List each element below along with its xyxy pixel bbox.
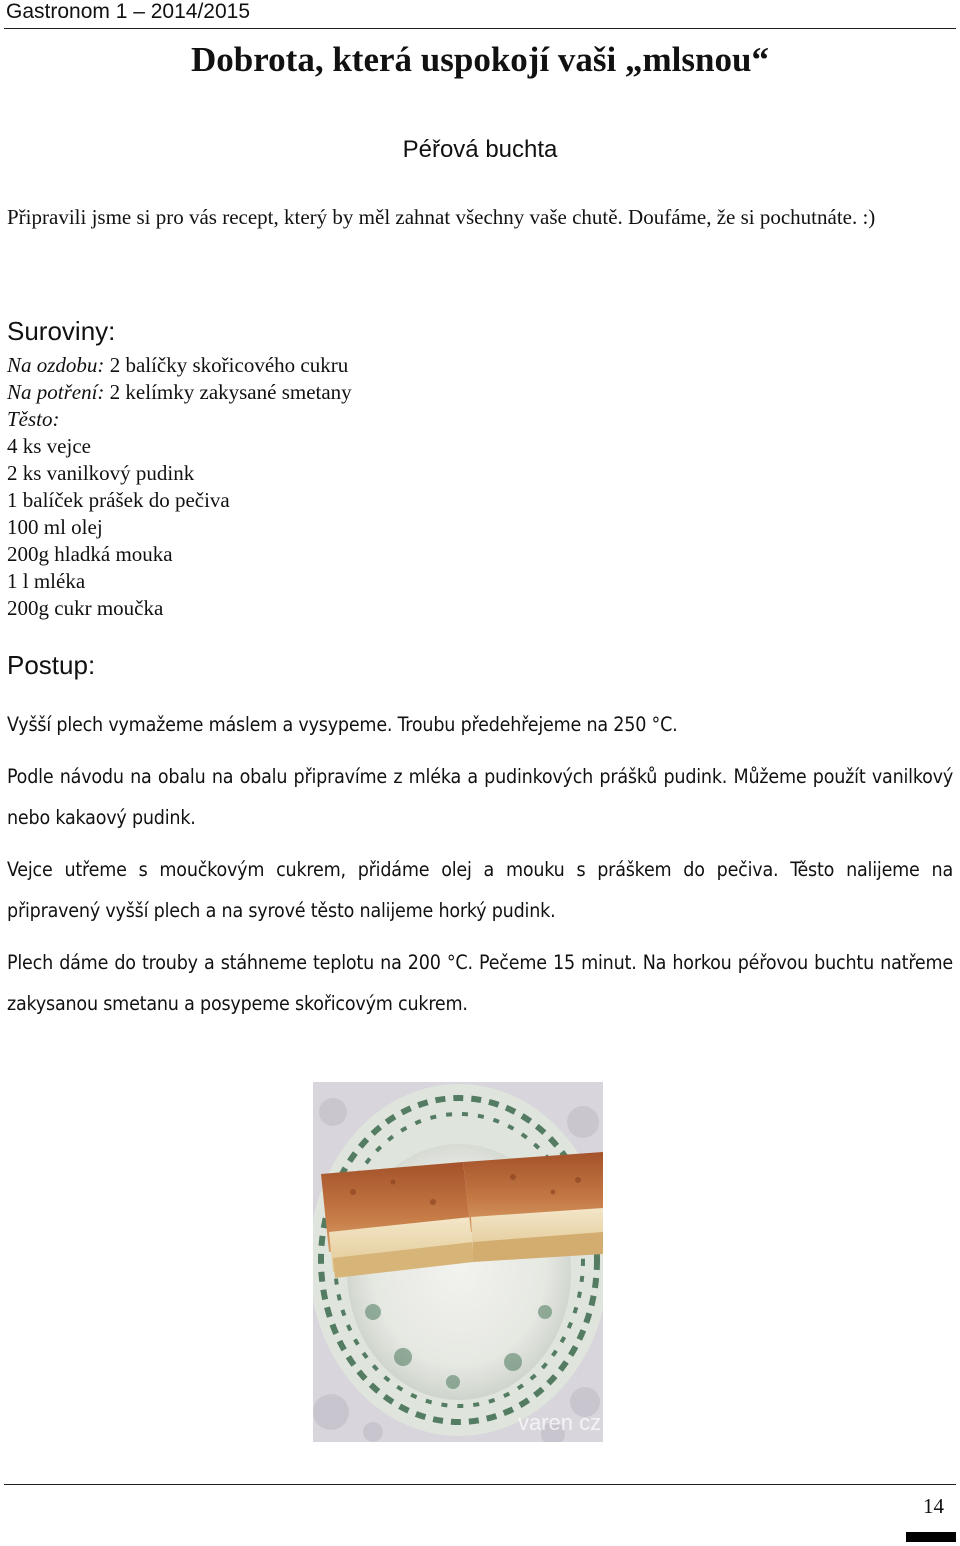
decoration-value: 2 balíčky skořicového cukru [109,353,349,377]
cake-photo [313,1082,603,1442]
intro-paragraph: Připravili jsme si pro vás recept, který by měl zahnat všechny vaše chutě. Doufáme, že si pochutnáte. :) [7,205,876,229]
procedure-steps [7,704,953,1035]
ingredient-item: 1 l mléka [7,569,86,593]
header-rule [4,28,956,29]
spread-value: 2 kelímky zakysané smetany [109,380,352,404]
procedure-step: Plech dáme do trouby a stáhneme teplotu na 200 °C. Pečeme 15 minut. Na horkou péřovou buchtu natřeme zakysanou smetanu a posypeme skořicovým cukrem. [7,951,953,1015]
cake-slice-right [463,1152,603,1262]
footer-rule [4,1484,956,1485]
ingredient-decoration [7,352,352,379]
ingredients-list [7,352,352,622]
spread-label: Na potření: [7,380,105,404]
article-title: Dobrota, která uspokojí vaši „mlsnou“ [191,40,769,79]
decoration-label: Na ozdobu: [7,353,105,377]
procedure-step: Vyšší plech vymažeme máslem a vysypeme. Troubu předehřejeme na 250 °C. [7,713,678,736]
cake-photo-illustration [313,1082,603,1442]
running-header: Gastronom 1 – 2014/2015 [6,0,251,23]
ingredient-item: 4 ks vejce [7,434,91,458]
photo-watermark: varen cz [518,1410,602,1435]
page-number: 14 [923,1494,944,1518]
dough-label: Těsto: [7,407,60,431]
ingredient-item: 2 ks vanilkový pudink [7,461,195,485]
ingredient-spread [7,379,352,406]
page-number-bar [906,1532,956,1542]
ingredient-item: 1 balíček prášek do pečiva [7,488,230,512]
procedure-step: Podle návodu na obalu na obalu připravíme z mléka a pudinkových prášků pudink. Můžeme použít vanilkový nebo kakaový pudink. [7,765,953,829]
ingredient-item: 100 ml olej [7,515,103,539]
procedure-heading: Postup: [7,650,96,680]
ingredients-heading: Suroviny: [7,316,116,346]
procedure-step: Vejce utřeme s moučkovým cukrem, přidáme olej a mouku s práškem do pečiva. Těsto nalijeme na připravený vyšší plech a na syrové těsto nalijeme horký pudink. [7,858,953,922]
ingredient-dough-label [7,406,352,433]
recipe-title: Péřová buchta [402,136,558,163]
ingredient-item: 200g cukr moučka [7,596,164,620]
cake-slice-left [321,1162,473,1278]
ingredient-item: 200g hladká mouka [7,542,173,566]
